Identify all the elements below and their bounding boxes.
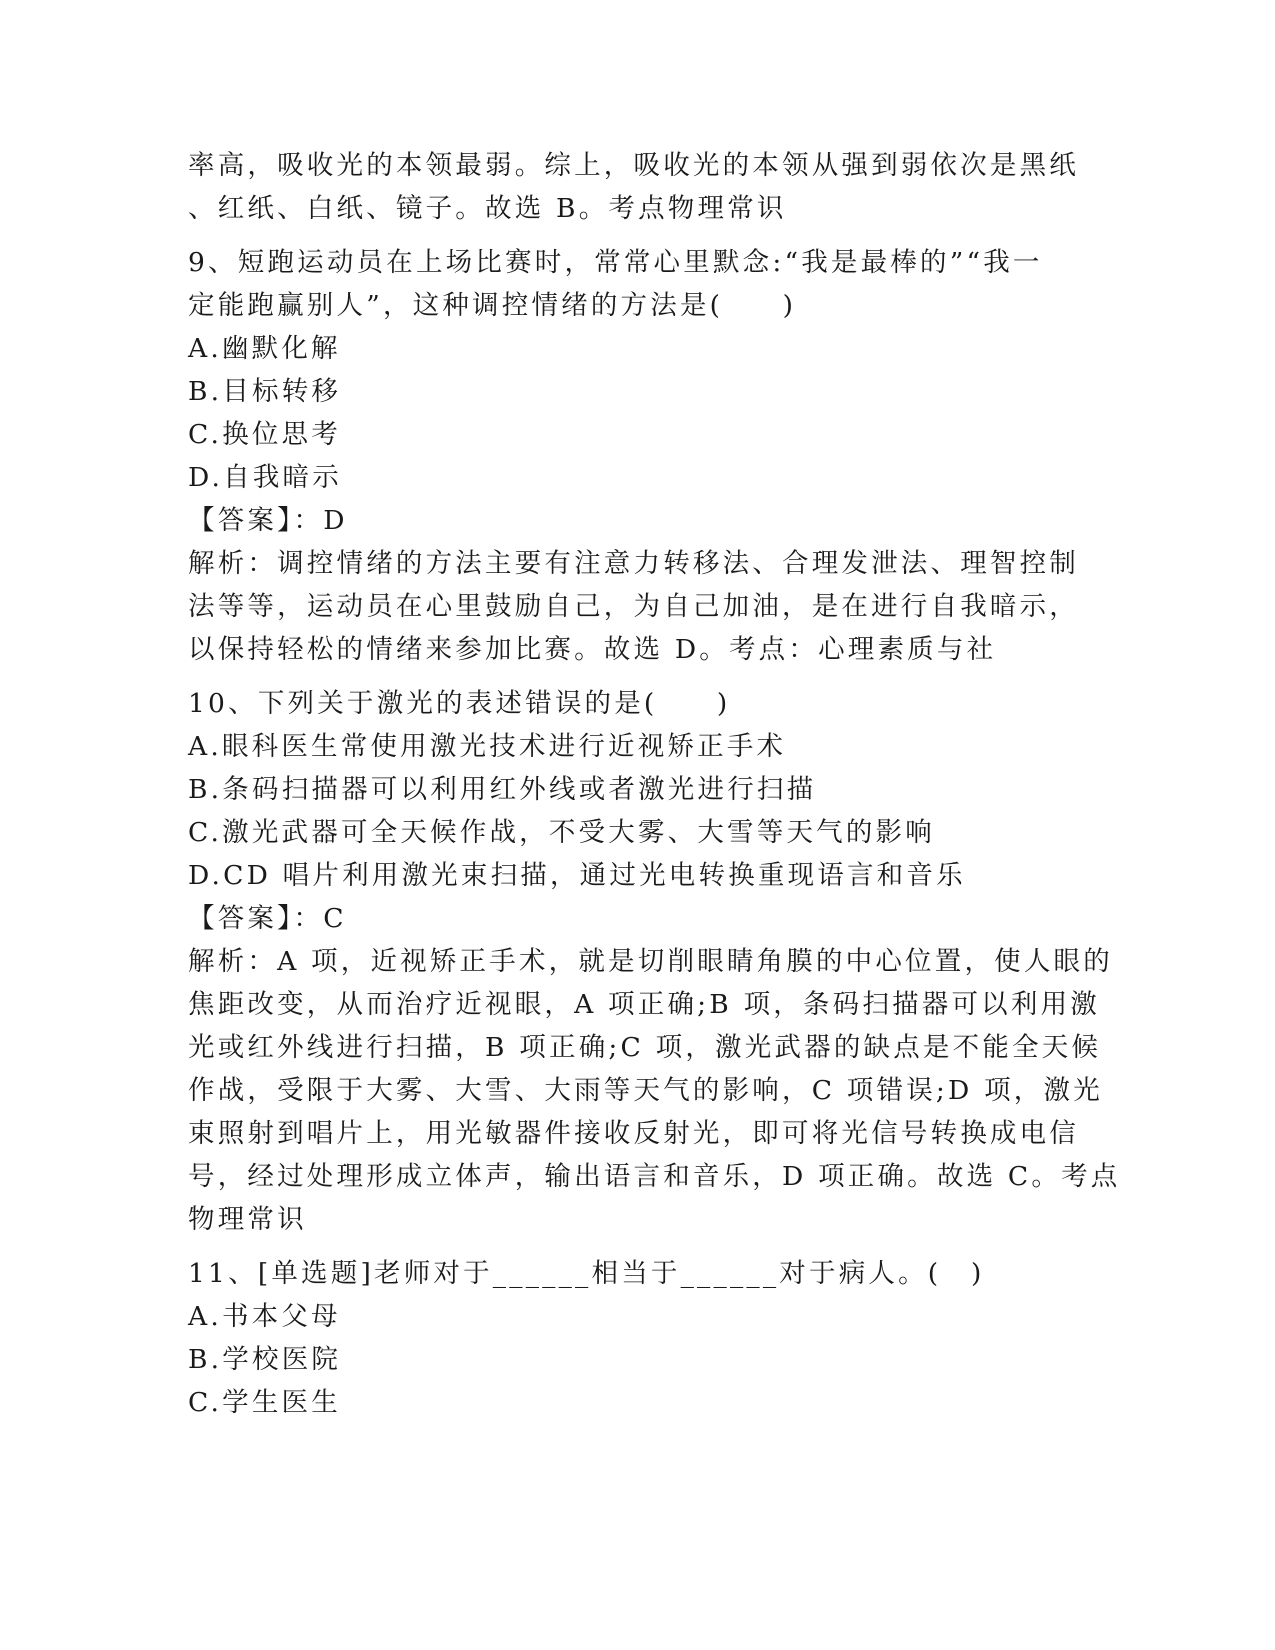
analysis-line: 解析：调控情绪的方法主要有注意力转移法、合理发泄法、理智控制 bbox=[188, 548, 1079, 579]
analysis-line: 作战，受限于大雾、大雪、大雨等天气的影响，C 项错误;D 项，激光 bbox=[188, 1075, 1103, 1106]
question-stem: 10、下列关于激光的表述错误的是( ) bbox=[188, 688, 731, 719]
analysis-line: 物理常识 bbox=[188, 1204, 307, 1235]
option-a: A.书本父母 bbox=[188, 1301, 341, 1332]
option-c: C.换位思考 bbox=[188, 419, 341, 450]
analysis-line: 解析：A 项，近视矫正手术，就是切削眼睛角膜的中心位置，使人眼的 bbox=[188, 946, 1113, 977]
analysis-line: 号，经过处理形成立体声，输出语言和音乐，D 项正确。故选 C。考点 bbox=[188, 1161, 1121, 1192]
option-b: B.学校医院 bbox=[188, 1344, 342, 1375]
continuation-line: 、红纸、白纸、镜子。故选 B。考点物理常识 bbox=[188, 193, 787, 224]
question-9 bbox=[188, 241, 1088, 671]
option-d: D.CD 唱片利用激光束扫描，通过光电转换重现语言和音乐 bbox=[188, 860, 966, 891]
spacer bbox=[188, 1241, 1088, 1252]
question-10 bbox=[188, 682, 1121, 1241]
option-a: A.眼科医生常使用激光技术进行近视矫正手术 bbox=[188, 731, 787, 762]
option-c: C.激光武器可全天候作战，不受大雾、大雪等天气的影响 bbox=[188, 817, 935, 848]
question-stem: 定能跑赢别人”，这种调控情绪的方法是( ) bbox=[188, 290, 797, 321]
analysis-line: 光或红外线进行扫描，B 项正确;C 项，激光武器的缺点是不能全天候 bbox=[188, 1032, 1102, 1063]
analysis-line: 焦距改变，从而治疗近视眼，A 项正确;B 项，条码扫描器可以利用激 bbox=[188, 989, 1100, 1020]
answer-line: 【答案】：C bbox=[188, 903, 347, 934]
continuation-line: 率高，吸收光的本领最弱。综上，吸收光的本领从强到弱依次是黑纸 bbox=[188, 150, 1079, 181]
analysis-line: 束照射到唱片上，用光敏器件接收反射光，即可将光信号转换成电信 bbox=[188, 1118, 1079, 1149]
document-page bbox=[188, 144, 1121, 1424]
analysis-line: 法等等，运动员在心里鼓励自己，为自己加油，是在进行自我暗示， bbox=[188, 591, 1079, 622]
question-stem: 9、短跑运动员在上场比赛时，常常心里默念:“我是最棒的”“我一 bbox=[188, 247, 1043, 278]
answer-line: 【答案】：D bbox=[188, 505, 348, 536]
question-stem: 11、[单选题]老师对于______相当于______对于病人。( ) bbox=[188, 1258, 985, 1289]
question-11 bbox=[188, 1252, 1088, 1424]
spacer bbox=[188, 671, 1088, 682]
option-d: D.自我暗示 bbox=[188, 462, 342, 493]
option-b: B.条码扫描器可以利用红外线或者激光进行扫描 bbox=[188, 774, 817, 805]
option-a: A.幽默化解 bbox=[188, 333, 341, 364]
analysis-line: 以保持轻松的情绪来参加比赛。故选 D。考点：心理素质与社 bbox=[188, 634, 997, 665]
option-b: B.目标转移 bbox=[188, 376, 342, 407]
spacer bbox=[188, 230, 1088, 241]
option-c: C.学生医生 bbox=[188, 1387, 341, 1418]
